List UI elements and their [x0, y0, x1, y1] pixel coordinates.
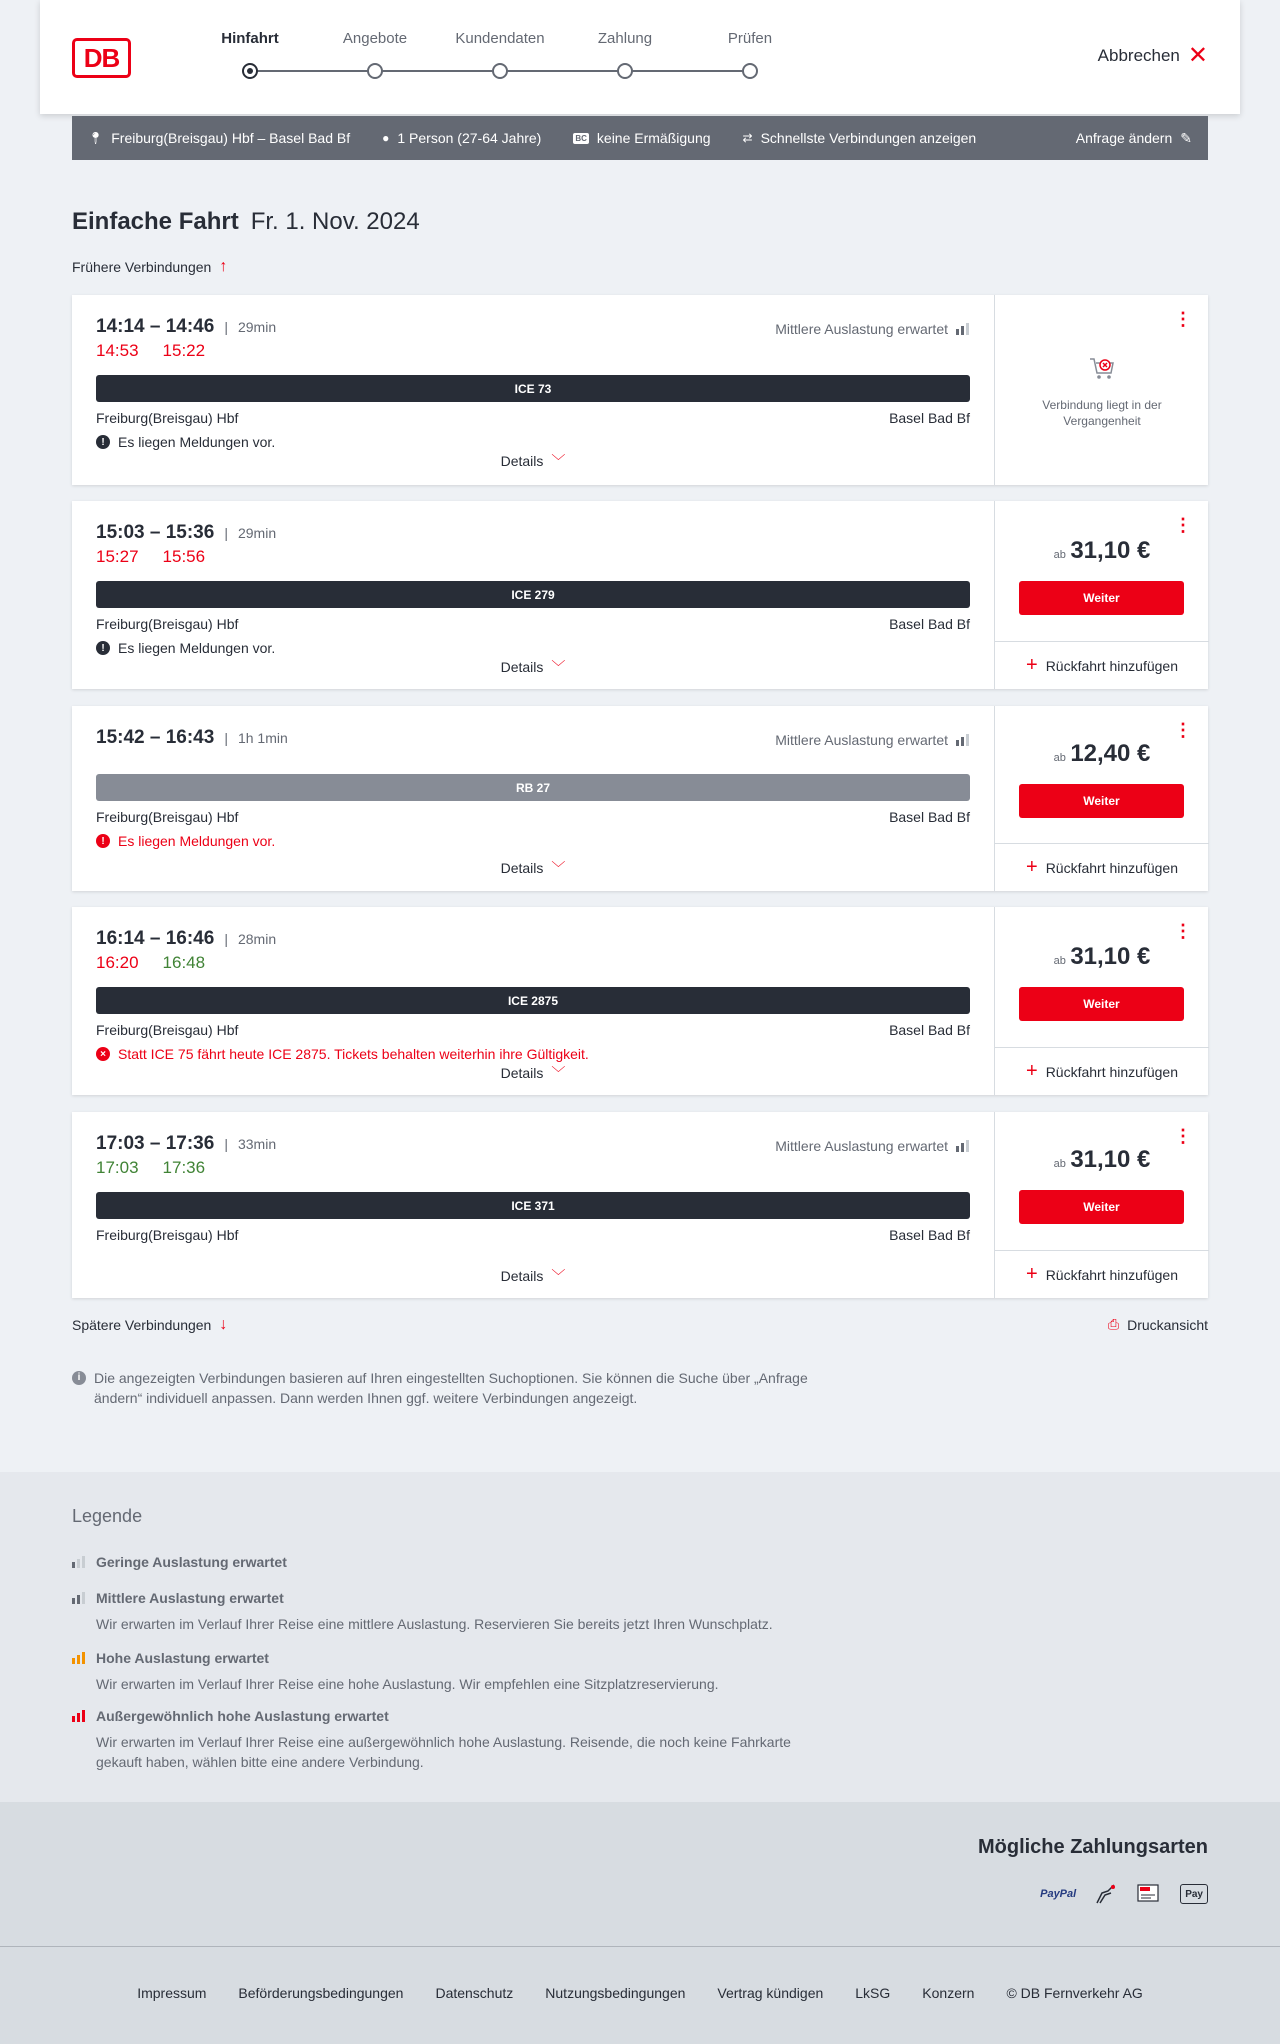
search-summary-bar: [72, 116, 1208, 160]
step-dot: [742, 63, 758, 79]
person-icon: ●: [382, 131, 390, 145]
offer-panel: [994, 907, 1208, 1095]
price-prefix: ab: [1053, 1158, 1066, 1170]
add-return-label: Rückfahrt hinzufügen: [1045, 1063, 1178, 1080]
connection-duration: 29min: [237, 319, 277, 335]
price: [995, 943, 1209, 971]
trip-type: Einfache Fahrt: [72, 208, 239, 235]
mode-summary: [743, 130, 977, 146]
past-connection-note: [995, 355, 1209, 429]
alert-icon: !: [96, 834, 110, 848]
message-text: Es liegen Meldungen vor.: [118, 640, 276, 656]
legend-item: [72, 1554, 872, 1570]
departure-station: Freiburg(Breisgau) Hbf: [96, 1022, 239, 1038]
connection-time: 15:42 – 16:43: [96, 727, 215, 748]
connection-card: [72, 295, 1208, 485]
load-indicator: [775, 732, 970, 748]
earlier-label: Frühere Verbindungen: [72, 259, 212, 275]
price-value: 31,10 €: [1070, 943, 1151, 970]
footer-link-lksg[interactable]: LkSG: [855, 1985, 891, 2001]
legend-item: [72, 1708, 872, 1772]
train-bar: ICE 2875: [96, 987, 970, 1014]
progress-steps: [190, 30, 790, 90]
realtime-departure: 14:53: [96, 341, 139, 360]
connection-card: [72, 501, 1208, 689]
add-return-button[interactable]: [995, 1250, 1209, 1298]
step-label: Kundendaten: [455, 30, 545, 47]
message: [96, 434, 970, 450]
change-request-button[interactable]: [1076, 130, 1192, 147]
more-options-icon[interactable]: ⋮: [1174, 1126, 1192, 1146]
footer-link-befoerderungsbedingungen[interactable]: Beförderungsbedingungen: [238, 1985, 404, 2001]
footer-link-nutzungsbedingungen[interactable]: Nutzungsbedingungen: [545, 1985, 686, 2001]
separator: |: [224, 319, 228, 335]
legend-item: [72, 1590, 872, 1634]
connection-card: [72, 907, 1208, 1095]
later-connections-link[interactable]: [72, 1316, 227, 1334]
occupancy-medium-icon: [956, 734, 970, 746]
chevron-down-icon: ﹀: [551, 1268, 566, 1284]
discount-text: keine Ermäßigung: [596, 130, 711, 146]
cart-unavailable-icon: [1088, 355, 1116, 381]
occupancy-high-icon: [72, 1652, 86, 1664]
apple-pay-label: Pay: [1185, 1888, 1203, 1900]
step-hinfahrt[interactable]: [190, 30, 310, 79]
add-return-button[interactable]: [995, 641, 1209, 689]
continue-button[interactable]: Weiter: [1019, 784, 1184, 818]
train-bar: ICE 73: [96, 375, 970, 402]
realtime-departure: 16:20: [96, 953, 139, 972]
message-text: Statt ICE 75 fährt heute ICE 2875. Tickets behalten weiterhin ihre Gültigkeit.: [118, 1046, 589, 1062]
past-text: Verbindung liegt in der Vergangenheit: [1042, 398, 1162, 428]
traveller-summary: [382, 130, 541, 146]
connection-duration: 1h 1min: [237, 730, 288, 746]
arrival-station: Basel Bad Bf: [889, 1227, 970, 1243]
continue-button[interactable]: Weiter: [1019, 987, 1184, 1021]
step-dot-active: [242, 63, 258, 79]
message: [96, 1046, 970, 1062]
info-icon: i: [72, 1371, 86, 1385]
departure-station: Freiburg(Breisgau) Hbf: [96, 616, 239, 632]
add-return-label: Rückfahrt hinzufügen: [1045, 859, 1178, 876]
realtime-arrival: 16:48: [162, 953, 206, 972]
footer-copyright: © DB Fernverkehr AG: [1006, 1985, 1143, 2001]
price-prefix: ab: [1053, 955, 1066, 967]
continue-button[interactable]: Weiter: [1019, 581, 1184, 615]
details-toggle[interactable]: [72, 451, 994, 471]
swap-arrows-icon: ⇄: [742, 131, 753, 145]
later-label: Spätere Verbindungen: [72, 1317, 212, 1333]
add-return-button[interactable]: [995, 1047, 1209, 1095]
details-label: Details: [500, 659, 544, 675]
legend-item-desc: Wir erwarten im Verlauf Ihrer Reise eine hohe Auslastung. Wir empfehlen eine Sitzplatzreservierung.: [96, 1676, 719, 1692]
load-indicator: [775, 321, 970, 337]
load-text: Mittlere Auslastung erwartet: [775, 732, 948, 748]
price-value: 12,40 €: [1070, 740, 1151, 767]
footer-link-vertrag-kuendigen[interactable]: Vertrag kündigen: [717, 1985, 824, 2001]
connection-time: 14:14 – 14:46: [96, 316, 215, 337]
payment-icons: [1040, 1884, 1208, 1904]
connection-time: 16:14 – 16:46: [96, 928, 215, 949]
load-indicator: [775, 1138, 970, 1154]
continue-button[interactable]: Weiter: [1019, 1190, 1184, 1224]
step-dot: [617, 63, 633, 79]
add-return-label: Rückfahrt hinzufügen: [1045, 1266, 1178, 1283]
occupancy-medium-icon: [956, 323, 970, 335]
legend-item-title: Mittlere Auslastung erwartet: [96, 1590, 284, 1606]
occupancy-medium-icon: [72, 1592, 86, 1604]
load-text: Mittlere Auslastung erwartet: [775, 321, 948, 337]
print-label: Druckansicht: [1127, 1316, 1208, 1333]
alert-icon: !: [96, 641, 110, 655]
offer-panel: [994, 706, 1208, 891]
separator: |: [224, 730, 228, 746]
details-toggle[interactable]: [72, 858, 994, 878]
apple-pay-icon: [1180, 1884, 1208, 1904]
legend-title: Legende: [72, 1506, 143, 1526]
page-title: [72, 208, 420, 236]
plus-icon: +: [1026, 1060, 1038, 1082]
departure-station: Freiburg(Breisgau) Hbf: [96, 1227, 239, 1243]
db-logo[interactable]: DB: [72, 38, 131, 78]
details-label: Details: [500, 1268, 544, 1284]
legend-item-desc: Wir erwarten im Verlauf Ihrer Reise eine außergewöhnlich hohe Auslastung. Reisende, die noch keine Fahrkarte gekauft haben, wählen bitte eine andere Verbindung.: [96, 1734, 791, 1770]
payment-title: Mögliche Zahlungsarten: [977, 1836, 1208, 1858]
add-return-button[interactable]: [995, 843, 1209, 891]
footer: [0, 1946, 1280, 2044]
message-text: Es liegen Meldungen vor.: [118, 434, 276, 450]
details-toggle[interactable]: [72, 657, 994, 677]
more-options-icon[interactable]: ⋮: [1174, 515, 1192, 535]
step-zahlung: [565, 30, 685, 79]
message-text: Es liegen Meldungen vor.: [118, 833, 276, 849]
earlier-connections-link[interactable]: [72, 258, 227, 276]
details-toggle[interactable]: [72, 1063, 994, 1083]
discount-summary: [573, 130, 710, 146]
route-summary: [88, 130, 350, 146]
connection-duration: 29min: [237, 525, 277, 541]
info-note: [72, 1368, 852, 1408]
plus-icon: +: [1026, 1263, 1038, 1285]
plus-icon: +: [1026, 654, 1038, 676]
realtime-departure: 17:03: [96, 1158, 139, 1177]
print-view-link[interactable]: [1108, 1316, 1208, 1333]
footer-link-konzern[interactable]: Konzern: [922, 1985, 975, 2001]
details-label: Details: [500, 860, 544, 876]
chevron-down-icon: ﹀: [551, 453, 566, 469]
train-bar: ICE 279: [96, 581, 970, 608]
alert-icon: !: [96, 435, 110, 449]
legend-item-title: Geringe Auslastung erwartet: [96, 1554, 287, 1570]
chevron-down-icon: ﹀: [551, 659, 566, 675]
traveller-text: 1 Person (27-64 Jahre): [397, 130, 542, 146]
arrow-up-icon: ↑: [219, 258, 228, 275]
chevron-down-icon: ﹀: [551, 1065, 566, 1081]
plus-icon: +: [1026, 856, 1038, 878]
offer-panel: [994, 295, 1208, 485]
arrival-station: Basel Bad Bf: [889, 809, 970, 825]
pencil-icon: ✎: [1180, 129, 1192, 146]
location-pin-icon: 📍︎: [88, 131, 104, 145]
offer-panel: [994, 501, 1208, 689]
arrow-down-icon: ↓: [219, 1316, 228, 1333]
connection-time: 15:03 – 15:36: [96, 522, 215, 543]
occupancy-low-icon: [72, 1556, 86, 1568]
load-text: Mittlere Auslastung erwartet: [775, 1138, 948, 1154]
train-bar: ICE 371: [96, 1192, 970, 1219]
sepa-direct-debit-icon: [1094, 1884, 1118, 1904]
footer-link-impressum[interactable]: Impressum: [137, 1985, 207, 2001]
separator: |: [224, 1136, 228, 1152]
more-options-icon[interactable]: ⋮: [1174, 921, 1192, 941]
occupancy-exceptional-icon: [72, 1710, 86, 1722]
more-options-icon[interactable]: ⋮: [1174, 720, 1192, 740]
price-value: 31,10 €: [1070, 1146, 1151, 1173]
details-label: Details: [500, 453, 544, 469]
legend-item: [72, 1650, 872, 1694]
departure-station: Freiburg(Breisgau) Hbf: [96, 410, 239, 426]
price: [995, 740, 1209, 768]
message: [96, 833, 970, 849]
occupancy-medium-icon: [956, 1140, 970, 1152]
connection-time: 17:03 – 17:36: [96, 1133, 215, 1154]
step-label: Prüfen: [727, 30, 773, 47]
step-dot: [367, 63, 383, 79]
realtime-arrival: 15:56: [162, 547, 206, 566]
step-pruefen: [690, 30, 810, 79]
route-text: Freiburg(Breisgau) Hbf – Basel Bad Bf: [111, 130, 351, 146]
realtime-arrival: 17:36: [162, 1158, 206, 1177]
realtime-arrival: 15:22: [162, 341, 206, 360]
realtime-departure: 15:27: [96, 547, 139, 566]
arrival-station: Basel Bad Bf: [889, 616, 970, 632]
step-angebote: [315, 30, 435, 79]
price: [995, 1146, 1209, 1174]
train-bar: RB 27: [96, 774, 970, 801]
legend-section: [0, 1472, 1280, 1802]
close-icon: ✕: [1187, 42, 1208, 69]
legend-item-desc: Wir erwarten im Verlauf Ihrer Reise eine mittlere Auslastung. Reservieren Sie bereits jetzt Ihren Wunschplatz.: [96, 1616, 773, 1632]
cancel-button[interactable]: [1097, 42, 1208, 69]
step-kundendaten: [440, 30, 560, 79]
details-label: Details: [500, 1065, 544, 1081]
price-prefix: ab: [1053, 752, 1066, 764]
add-return-label: Rückfahrt hinzufügen: [1045, 657, 1178, 674]
separator: |: [224, 931, 228, 947]
step-label: Angebote: [342, 30, 408, 47]
chevron-down-icon: ﹀: [551, 860, 566, 876]
step-dot: [492, 63, 508, 79]
price-prefix: ab: [1053, 549, 1066, 561]
price-value: 31,10 €: [1070, 537, 1151, 564]
departure-station: Freiburg(Breisgau) Hbf: [96, 809, 239, 825]
step-label: Hinfahrt: [221, 30, 279, 47]
bahncard-icon: BC: [575, 133, 587, 143]
info-text: Die angezeigten Verbindungen basieren auf Ihren eingestellten Suchoptionen. Sie können die Suche über „Anfrage ändern“ individuell anpassen. Dann werden Ihnen ggf. weitere Verbindungen angezeigt.: [94, 1370, 808, 1406]
legend-item-title: Außergewöhnlich hohe Auslastung erwartet: [96, 1708, 389, 1724]
arrival-station: Basel Bad Bf: [889, 410, 970, 426]
sepa-icon: [1136, 1884, 1162, 1904]
change-request-label: Anfrage ändern: [1075, 130, 1173, 146]
details-toggle[interactable]: [72, 1266, 994, 1286]
arrival-station: Basel Bad Bf: [889, 1022, 970, 1038]
connection-duration: 28min: [237, 931, 277, 947]
footer-link-datenschutz[interactable]: Datenschutz: [435, 1985, 514, 2001]
legend-item-title: Hohe Auslastung erwartet: [96, 1650, 269, 1666]
cancel-circle-icon: ×: [96, 1047, 110, 1061]
trip-date: Fr. 1. Nov. 2024: [250, 208, 420, 235]
more-options-icon[interactable]: ⋮: [1174, 309, 1192, 329]
offer-panel: [994, 1112, 1208, 1298]
paypal-icon: PayPal: [1040, 1888, 1077, 1900]
step-label: Zahlung: [597, 30, 653, 47]
footer-links: [0, 1985, 1280, 2001]
price: [995, 537, 1209, 565]
connection-card: [72, 1112, 1208, 1298]
header: [40, 0, 1240, 114]
cancel-label: Abbrechen: [1097, 46, 1180, 65]
printer-icon: ⎙: [1107, 1316, 1120, 1332]
message: [96, 640, 970, 656]
mode-text: Schnellste Verbindungen anzeigen: [760, 130, 977, 146]
connection-card: [72, 706, 1208, 891]
separator: |: [224, 525, 228, 541]
payment-section: [0, 1802, 1280, 1946]
connection-duration: 33min: [237, 1136, 277, 1152]
